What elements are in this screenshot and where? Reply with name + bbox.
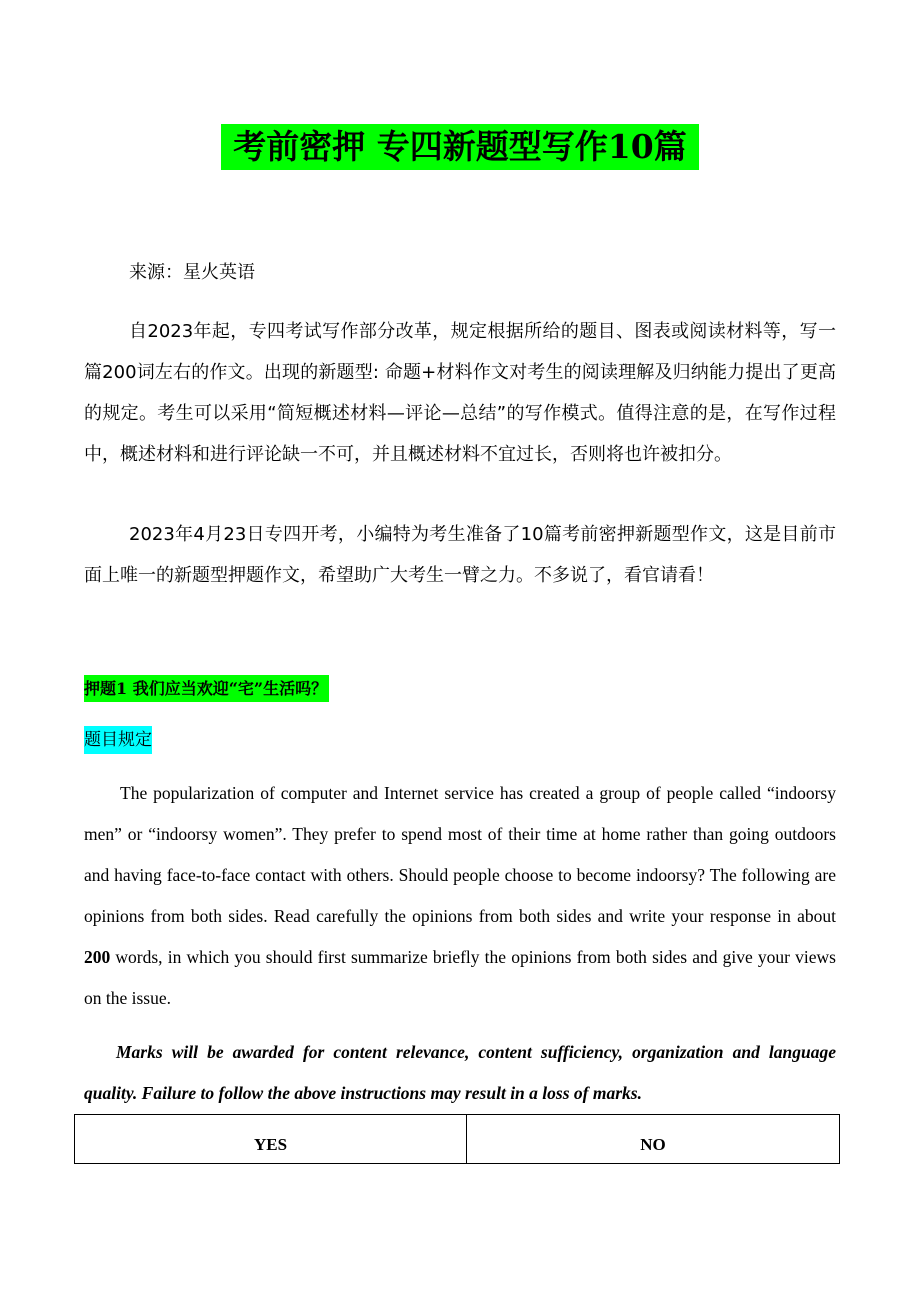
no-header: NO (467, 1115, 840, 1164)
topic-subheading: 题目规定 (84, 726, 152, 754)
marks-note: Marks will be awarded for content relevance, content sufficiency, organization and language quality. Failure to follow the above instructions may result in a loss of marks. (84, 1042, 836, 1103)
word-count: 200 (84, 947, 111, 967)
source-line: 来源：星火英语 (129, 262, 255, 283)
intro-paragraph-2: 2023年4月23日专四开考，小编特为考生准备了10篇考前密押新题型作文，这是目前市面上唯一的新题型押题作文，希望助广大考生一臂之力。不多说了，看官请看！ (84, 524, 836, 586)
opinions-table (74, 1114, 840, 1164)
table-header-row (75, 1115, 840, 1164)
topic-prompt (84, 773, 836, 1019)
topic-heading: 押题1 我们应当欢迎“宅”生活吗？ (84, 675, 329, 702)
topic-prompt-part-1: The popularization of computer and Internet service has created a group of people called “indoorsy men” or “indoorsy women”. They prefer to spend most of their time at home rather than going outdoors and having face-to-face contact with others. Should people choose to become indoorsy? The following are opinions from both sides. Read carefully the opinions from both sides and write your response in about (84, 783, 836, 926)
yes-header: YES (75, 1115, 467, 1164)
intro-paragraph-1: 自2023年起，专四考试写作部分改革，规定根据所给的题目、图表或阅读材料等，写一篇200词左右的作文。出现的新题型: 命题+材料作文对考生的阅读理解及归纳能力提出了更高的规定。考生可以采用“简短概述材料—评论—总结”的写作模式。值得注意的是，在写作过程中，概述材料和进行评论缺一不可，并且概述材料不宜过长，否则将也许被扣分。 (84, 321, 836, 465)
document-title: 考前密押 专四新题型写作10篇 (221, 124, 699, 170)
topic-prompt-part-2: words, in which you should first summarize briefly the opinions from both sides and give your views on the issue. (84, 947, 836, 1008)
